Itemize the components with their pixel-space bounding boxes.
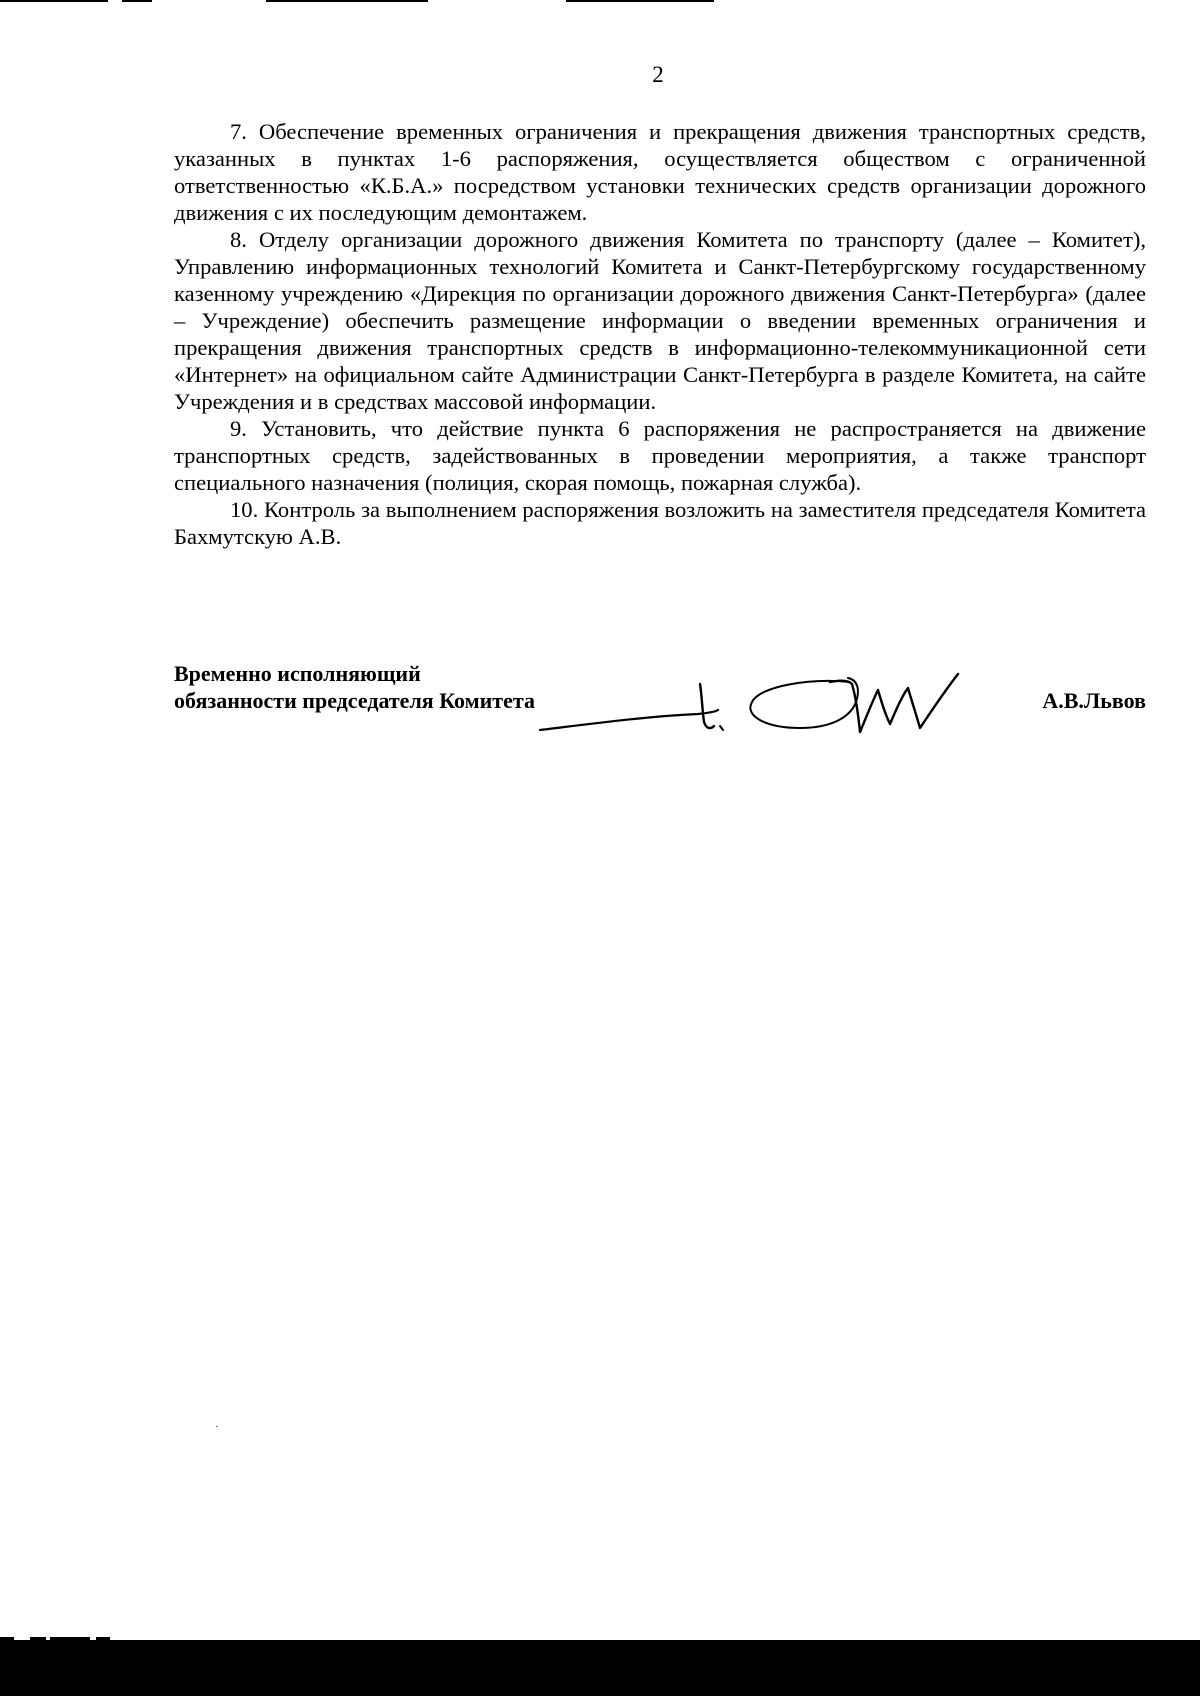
signature-underline-stroke bbox=[540, 710, 718, 730]
paragraph-8: 8. Отделу организации дорожного движения Комитета по транспорту (далее – Комитет), Управлению информационных технологий Комитета и Санкт-Петербургскому государственному казенному учреждению «Дирекция по организации дорожного движения Санкт-Петербурга» (далее – Учреждение) обеспечить размещение информации о введении временных ограничения и прекращения движения транспортных средств в информационно-телекоммуникационной сети «Интернет» на официальном сайте Администрации Санкт-Петербурга в разделе Комитета, на сайте Учреждения и в средствах массовой информации. bbox=[174, 227, 1146, 414]
document-body bbox=[174, 118, 1146, 550]
paragraph-7: 7. Обеспечение временных ограничения и прекращения движения транспортных средств, указанных в пунктах 1-6 распоряжения, осуществляется обществом с ограниченной ответственностью «К.Б.А.» посредством установки технических средств организации дорожного движения с их последующим демонтажем. bbox=[174, 119, 1146, 225]
scan-top-edge bbox=[0, 0, 1200, 3]
signatory-position-line-1: Временно исполняющий bbox=[174, 661, 421, 686]
signatory-position-line-2: обязанности председателя Комитета bbox=[174, 688, 535, 713]
handwritten-signature bbox=[530, 672, 1000, 742]
signatory-position bbox=[174, 660, 535, 714]
page-number: 2 bbox=[652, 62, 664, 87]
paragraph-10: 10. Контроль за выполнением распоряжения возложить на заместителя председателя Комитета Бахмутскую А.В. bbox=[174, 497, 1146, 549]
signature-loop-stroke bbox=[750, 678, 858, 728]
signatory-name: А.В.Львов bbox=[1042, 688, 1146, 713]
paragraph-9: 9. Установить, что действие пункта 6 распоряжения не распространяется на движение транспортных средств, задействованных в проведении мероприятия, а также транспорт специального назначения (полиция, скорая помощь, пожарная служба). bbox=[174, 416, 1146, 495]
signature-initial-stroke bbox=[700, 684, 714, 728]
signature-dot-stroke bbox=[720, 726, 723, 730]
scan-speck bbox=[216, 1426, 218, 1427]
signature-main-stroke bbox=[830, 674, 958, 732]
scan-bottom-border bbox=[0, 1640, 1200, 1696]
